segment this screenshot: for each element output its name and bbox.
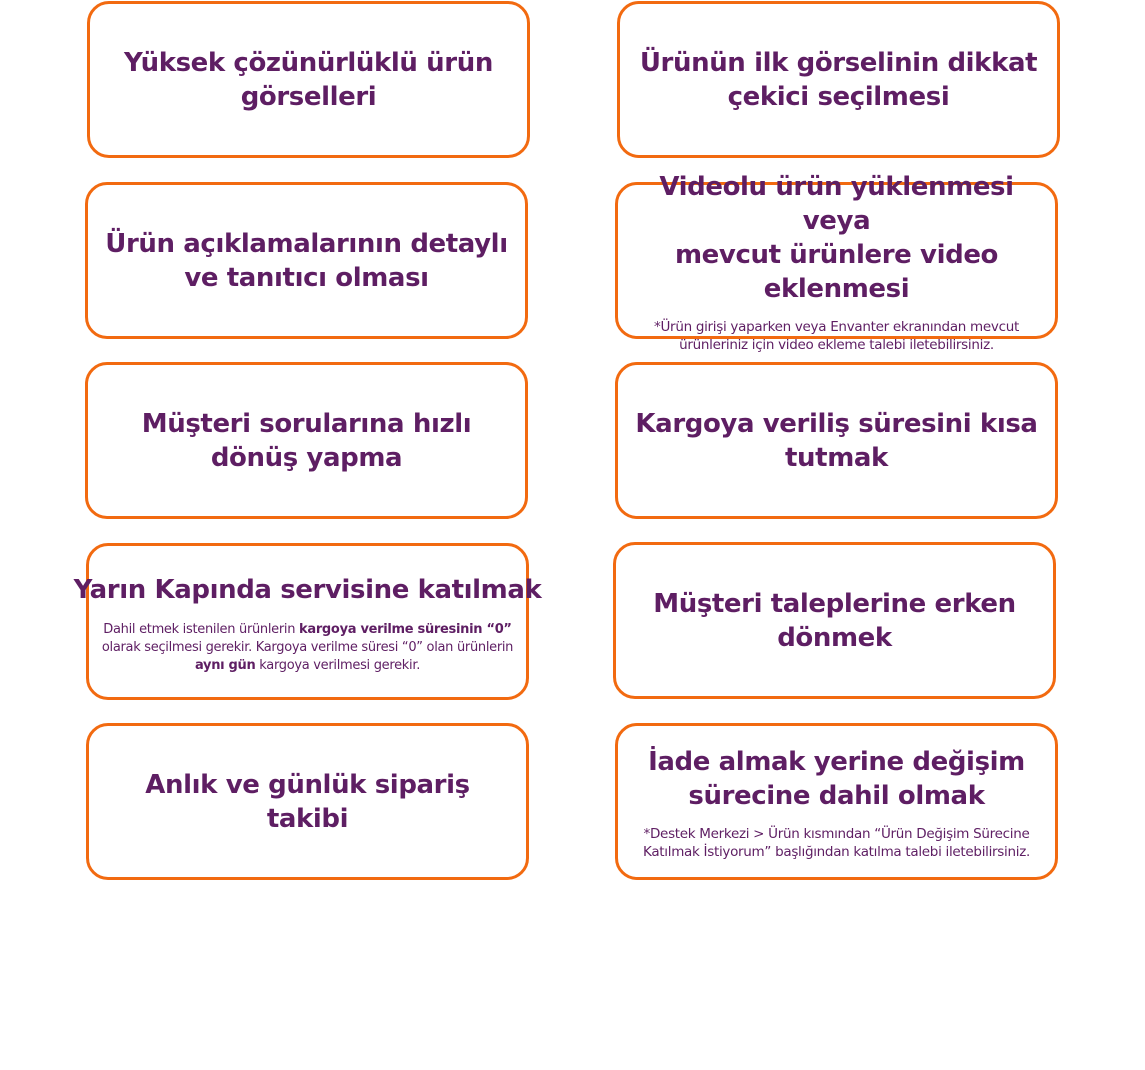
card-title: Yüksek çözünürlüklü ürün görselleri [124, 47, 493, 112]
card-title: Müşteri taleplerine erken dönmek [653, 588, 1016, 653]
card-title: İade almak yerine değişim sürecine dahil olmak [648, 746, 1025, 811]
card-title: Ürün açıklamalarının detaylı ve tanıtıcı olması [105, 228, 508, 293]
card-fast-question-response [85, 362, 528, 519]
card-order-tracking [86, 723, 529, 880]
card-title: Ürünün ilk görselinin dikkat çekici seçilmesi [639, 47, 1038, 112]
card-title: Anlık ve günlük sipariş takibi [145, 769, 470, 834]
card-title: Kargoya veriliş süresini kısa tutmak [635, 408, 1038, 473]
card-title: Müşteri sorularına hızlı dönüş yapma [141, 408, 472, 473]
card-note [102, 621, 513, 675]
note-text: Dahil etmek istenilen ürünlerin [103, 621, 299, 637]
card-early-customer-requests [613, 542, 1056, 699]
note-text: kargoya verilmesi gerekir. [255, 657, 421, 673]
card-note: *Destek Merkezi > Ürün kısmından “Ürün Değişim Sürecine Katılmak İstiyorum” başlığından katılma talebi iletebilirsiniz. [643, 825, 1030, 860]
card-exchange-process [615, 723, 1058, 880]
card-note: *Ürün girişi yaparken veya Envanter ekranından mevcut ürünleriniz için video ekleme talebi iletebilirsiniz. [654, 318, 1019, 353]
card-title: Yarın Kapında servisine katılmak [73, 574, 542, 605]
card-first-image-selection [617, 1, 1060, 158]
card-yarin-kapinda-service [73, 543, 542, 700]
note-text: olarak seçilmesi gerekir. Kargoya verilme süresi “0” olan ürünlerin [101, 639, 514, 655]
note-bold-text: kargoya verilme süresinin “0” [299, 621, 512, 637]
card-video-products [615, 171, 1058, 353]
note-bold-text: aynı gün [194, 657, 256, 673]
card-high-resolution-images [87, 1, 530, 158]
card-title: Videolu ürün yüklenmesi veya mevcut ürünlere video eklenmesi [659, 171, 1014, 304]
card-short-shipping-time [615, 362, 1058, 519]
card-detailed-descriptions [85, 182, 528, 339]
